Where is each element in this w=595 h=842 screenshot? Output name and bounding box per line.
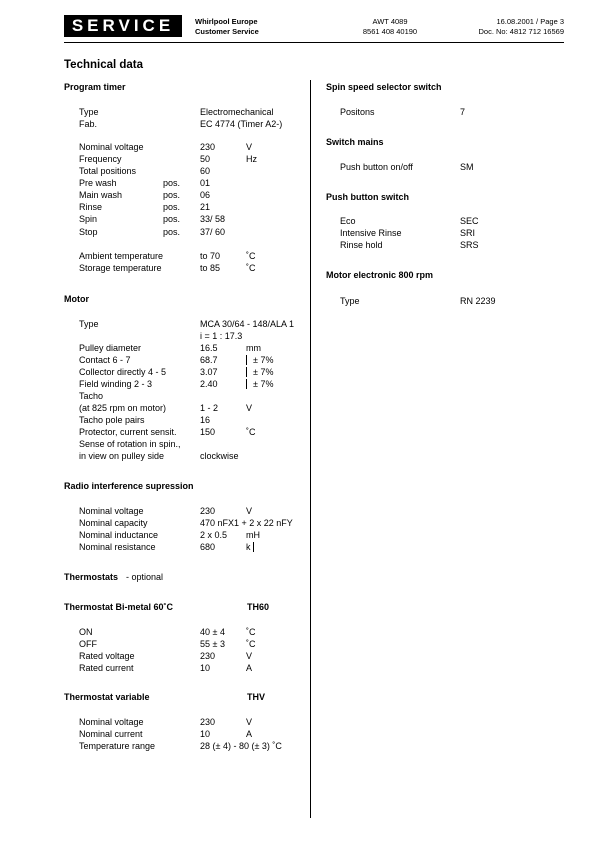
row-value: 10 bbox=[200, 729, 211, 739]
row-unit: V bbox=[246, 142, 253, 152]
row-label: Rated voltage bbox=[79, 651, 135, 661]
row-label: OFF bbox=[79, 639, 97, 649]
row-label: Nominal capacity bbox=[79, 518, 148, 528]
row-value: 60 bbox=[200, 166, 211, 176]
row-label: Ambient temperature bbox=[79, 251, 164, 261]
section-heading: Radio interference supression bbox=[64, 481, 194, 491]
row-unit: V bbox=[246, 403, 253, 413]
row-value: 21 bbox=[200, 202, 211, 212]
row-unit: ˚C bbox=[246, 427, 256, 437]
row-unit: ± 7% bbox=[253, 379, 274, 389]
row-label: Fab. bbox=[79, 119, 98, 129]
row-label: Pulley diameter bbox=[79, 343, 142, 353]
row-label: Sense of rotation in spin., bbox=[79, 439, 181, 449]
row-label: Contact 6 - 7 bbox=[79, 355, 131, 365]
row-label: Nominal resistance bbox=[79, 542, 156, 552]
doc-number: 8561 408 40190 bbox=[362, 27, 418, 36]
row-value: RN 2239 bbox=[460, 296, 496, 306]
section-code: TH60 bbox=[247, 602, 270, 612]
section-heading: Thermostats bbox=[64, 572, 119, 582]
row-value: 230 bbox=[200, 717, 216, 727]
unit-bar bbox=[253, 542, 254, 552]
row-value: SEC bbox=[460, 216, 479, 226]
row-label: Nominal inductance bbox=[79, 530, 159, 540]
company-line1: Whirlpool Europe bbox=[195, 17, 258, 26]
row-pos: pos. bbox=[163, 227, 181, 237]
row-pos: pos. bbox=[163, 214, 181, 224]
row-pos: pos. bbox=[163, 202, 181, 212]
row-value: 470 nFX1 + 2 x 22 nFY bbox=[200, 518, 293, 528]
row-value: SM bbox=[460, 162, 474, 172]
row-label: Field winding 2 - 3 bbox=[79, 379, 153, 389]
row-value: 06 bbox=[200, 190, 211, 200]
doc-code-block bbox=[345, 17, 435, 37]
row-unit: V bbox=[246, 717, 253, 727]
tolerance-bar bbox=[246, 379, 247, 389]
row-label: Eco bbox=[340, 216, 356, 226]
section-heading: Push button switch bbox=[326, 192, 409, 202]
row-value: 55 ± 3 bbox=[200, 639, 225, 649]
row-value: 680 bbox=[200, 542, 216, 552]
row-value: 50 bbox=[200, 154, 211, 164]
section-heading: Thermostat variable bbox=[64, 692, 150, 702]
row-value: 33/ 58 bbox=[200, 214, 226, 224]
row-label: Pre wash bbox=[79, 178, 117, 188]
row-label: ON bbox=[79, 627, 93, 637]
section-heading: Thermostat Bi-metal 60˚C bbox=[64, 602, 174, 612]
row-value: 40 ± 4 bbox=[200, 627, 225, 637]
company-line2: Customer Service bbox=[195, 27, 259, 36]
row-value: i = 1 : 17.3 bbox=[200, 331, 243, 341]
row-unit: V bbox=[246, 651, 253, 661]
date-page-block bbox=[479, 17, 564, 37]
row-unit: V bbox=[246, 506, 253, 516]
row-label: Tacho pole pairs bbox=[79, 415, 145, 425]
page-title: Technical data bbox=[64, 59, 144, 71]
row-value: clockwise bbox=[200, 451, 239, 461]
row-label: Type bbox=[340, 296, 360, 306]
row-label: Spin bbox=[79, 214, 98, 224]
row-value: 2 x 0.5 bbox=[200, 530, 228, 540]
section-code: THV bbox=[247, 692, 265, 702]
row-value: 230 bbox=[200, 142, 216, 152]
row-value: SRI bbox=[460, 228, 476, 238]
row-unit: ˚C bbox=[246, 263, 256, 273]
row-value: 150 bbox=[200, 427, 216, 437]
row-label: Main wash bbox=[79, 190, 123, 200]
row-unit: ± 7% bbox=[253, 367, 274, 377]
row-value: 16.5 bbox=[200, 343, 218, 353]
section-heading: Motor electronic 800 rpm bbox=[326, 270, 434, 280]
row-unit: ˚C bbox=[246, 627, 256, 637]
row-label: Tacho bbox=[79, 391, 104, 401]
header-divider bbox=[64, 42, 564, 43]
row-value: MCA 30/64 - 148/ALA 1 bbox=[200, 319, 295, 329]
row-label: Total positions bbox=[79, 166, 137, 176]
tolerance-bar bbox=[246, 355, 247, 365]
doc-no: Doc. No: 4812 712 16569 bbox=[478, 27, 564, 36]
row-pos: pos. bbox=[163, 190, 181, 200]
row-unit: ˚C bbox=[246, 251, 256, 261]
row-value: 01 bbox=[200, 178, 211, 188]
company-block bbox=[195, 17, 259, 37]
row-label: in view on pulley side bbox=[79, 451, 165, 461]
column-divider bbox=[310, 80, 311, 818]
row-value: 2.40 bbox=[200, 379, 218, 389]
row-unit: Hz bbox=[246, 154, 257, 164]
row-label: Nominal voltage bbox=[79, 142, 144, 152]
row-label: Type bbox=[79, 319, 99, 329]
row-label: Temperature range bbox=[79, 741, 156, 751]
row-value: 28 (± 4) - 80 (± 3) ˚C bbox=[200, 741, 282, 751]
row-value: 1 - 2 bbox=[200, 403, 219, 413]
section-heading: Switch mains bbox=[326, 137, 384, 147]
row-label: Push button on/off bbox=[340, 162, 413, 172]
row-value: SRS bbox=[460, 240, 479, 250]
row-pos: pos. bbox=[163, 178, 181, 188]
row-unit: mH bbox=[246, 530, 260, 540]
service-label: SERVICE bbox=[64, 15, 182, 37]
row-value: EC 4774 (Timer A2-) bbox=[200, 119, 283, 129]
row-unit: ˚C bbox=[246, 639, 256, 649]
row-unit: k bbox=[246, 542, 251, 552]
row-value: 230 bbox=[200, 651, 216, 661]
row-label: Protector, current sensit. bbox=[79, 427, 177, 437]
row-label: Storage temperature bbox=[79, 263, 162, 273]
row-value: Electromechanical bbox=[200, 107, 274, 117]
row-value: to 70 bbox=[200, 251, 221, 261]
date-page: 16.08.2001 / Page 3 bbox=[496, 17, 564, 26]
row-label: Stop bbox=[79, 227, 98, 237]
row-label: Nominal voltage bbox=[79, 506, 144, 516]
row-value: 230 bbox=[200, 506, 216, 516]
row-value: 7 bbox=[460, 107, 466, 117]
tolerance-bar bbox=[246, 367, 247, 377]
row-label: (at 825 rpm on motor) bbox=[79, 403, 167, 413]
row-label: Intensive Rinse bbox=[340, 228, 402, 238]
row-label: Rated current bbox=[79, 663, 134, 673]
section-heading: Spin speed selector switch bbox=[326, 82, 442, 92]
row-value: 16 bbox=[200, 415, 211, 425]
row-unit: A bbox=[246, 663, 253, 673]
row-label: Nominal current bbox=[79, 729, 143, 739]
row-label: Rinse hold bbox=[340, 240, 383, 250]
section-heading: Program timer bbox=[64, 82, 126, 92]
row-label: Frequency bbox=[79, 154, 122, 164]
row-value: 37/ 60 bbox=[200, 227, 226, 237]
doc-code: AWT 4089 bbox=[372, 17, 408, 26]
row-value: 68.7 bbox=[200, 355, 218, 365]
row-value: to 85 bbox=[200, 263, 221, 273]
row-label: Rinse bbox=[79, 202, 103, 212]
row-label: Type bbox=[79, 107, 99, 117]
section-heading: Motor bbox=[64, 294, 89, 304]
row-unit: mm bbox=[246, 343, 261, 353]
row-value: 10 bbox=[200, 663, 211, 673]
row-value: 3.07 bbox=[200, 367, 218, 377]
row-unit: A bbox=[246, 729, 253, 739]
section-suffix: - optional bbox=[126, 572, 164, 582]
row-unit: ± 7% bbox=[253, 355, 274, 365]
row-label: Nominal voltage bbox=[79, 717, 144, 727]
row-label: Collector directly 4 - 5 bbox=[79, 367, 167, 377]
row-label: Positons bbox=[340, 107, 375, 117]
